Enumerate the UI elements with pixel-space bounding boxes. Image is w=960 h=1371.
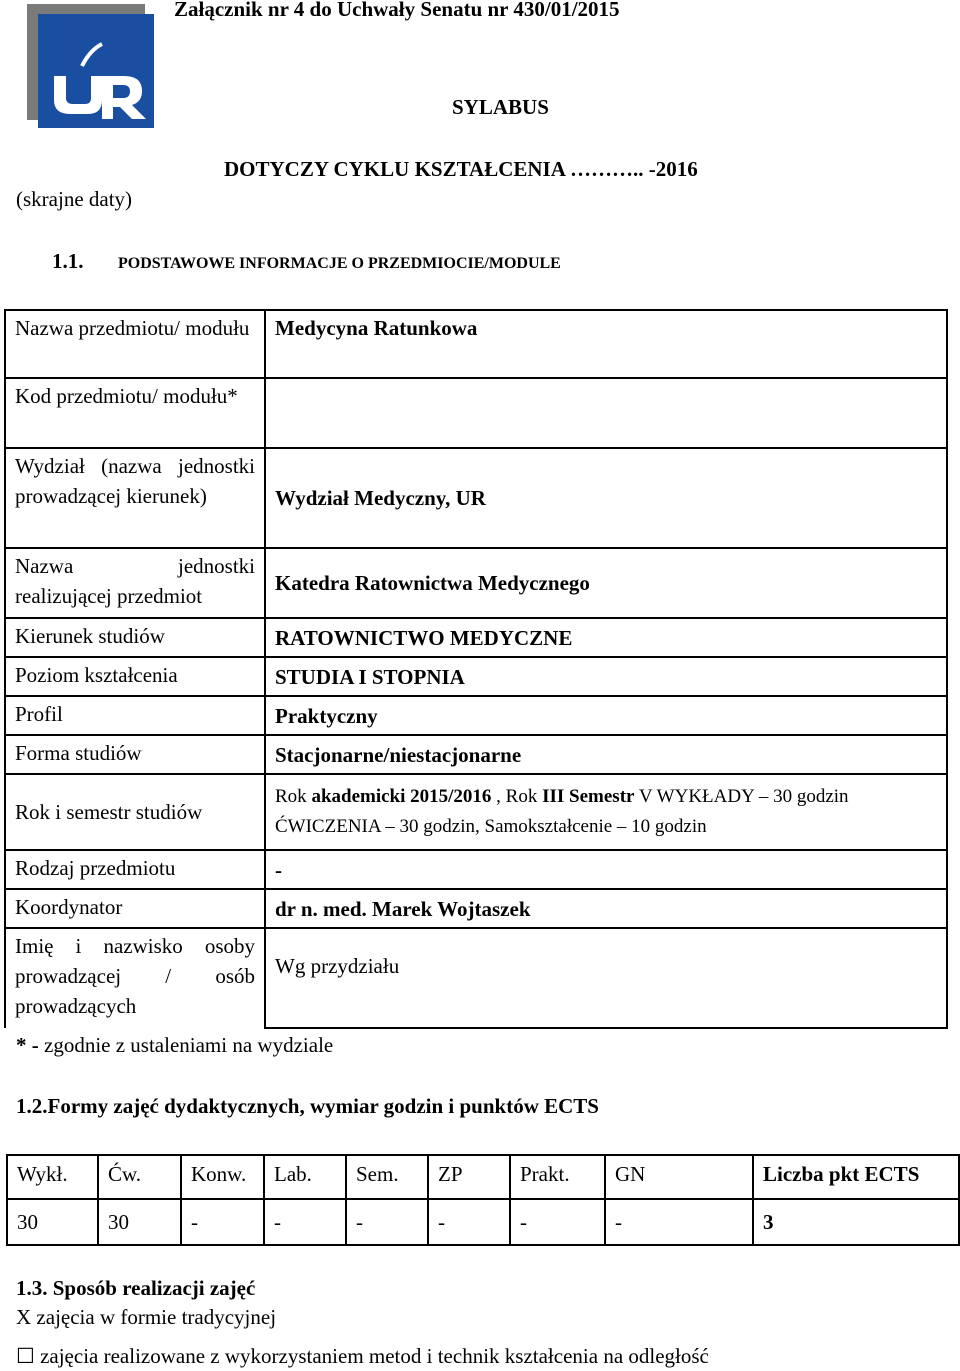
footnote-text: zgodnie z ustaleniami na wydziale	[38, 1033, 334, 1057]
value-part-bold: akademicki 2015/2016	[311, 786, 492, 807]
row-label: Profil	[5, 696, 265, 735]
row-label: Wydział (nazwa jednostki prowadzącej kierunek)	[5, 448, 265, 548]
table-row	[5, 310, 947, 378]
row-label: Kierunek studiów	[5, 618, 265, 657]
row-label: Rok i semestr studiów	[5, 774, 265, 850]
option-traditional	[16, 1305, 276, 1330]
header-cell: Konw.	[181, 1155, 264, 1199]
header-cell: Lab.	[264, 1155, 346, 1199]
row-label: Forma studiów	[5, 735, 265, 774]
ur-logo-icon	[38, 14, 154, 128]
row-value	[265, 378, 947, 448]
section-title: PODSTAWOWE INFORMACJE O PRZEDMIOCIE/MODULE	[118, 255, 561, 272]
option-label: zajęcia w formie tradycyjnej	[36, 1305, 277, 1329]
header-cell: Wykł.	[7, 1155, 98, 1199]
value-cell: -	[605, 1199, 753, 1245]
row-value: -	[265, 850, 947, 889]
value-cell: 30	[7, 1199, 98, 1245]
section-1-3-heading: 1.3. Sposób realizacji zajęć	[16, 1276, 256, 1300]
value-part: , Rok	[491, 786, 543, 807]
row-value: Praktyczny	[265, 696, 947, 735]
table-row	[5, 774, 947, 850]
value-cell: -	[428, 1199, 510, 1245]
table-row	[5, 618, 947, 657]
row-label: Koordynator	[5, 889, 265, 928]
option-distance	[16, 1344, 709, 1369]
row-value: dr n. med. Marek Wojtaszek	[265, 889, 947, 928]
row-label: Imię i nazwisko osoby prowadzącej / osób prowadzących	[5, 928, 265, 1028]
option-label: zajęcia realizowane z wykorzystaniem metod i technik kształcenia na odległość	[40, 1344, 709, 1368]
table-row	[5, 548, 947, 618]
header-cell: GN	[605, 1155, 753, 1199]
footnote	[16, 1033, 333, 1058]
row-label: Poziom kształcenia	[5, 657, 265, 696]
row-value: Stacjonarne/niestacjonarne	[265, 735, 947, 774]
row-value: RATOWNICTWO MEDYCZNE	[265, 618, 947, 657]
document-title: SYLABUS	[452, 95, 549, 119]
value-cell: -	[181, 1199, 264, 1245]
cycle-heading: DOTYCZY CYKLU KSZTAŁCENIA ……….. -2016	[224, 157, 698, 181]
row-label: Nazwa przedmiotu/ modułu	[5, 310, 265, 378]
value-part: V WYKŁADY – 30 godzin ĆWICZENIA – 30 godzin, Samokształcenie – 10 godzin	[275, 786, 849, 837]
value-cell: 30	[98, 1199, 181, 1245]
row-value: Wydział Medyczny, UR	[265, 448, 947, 548]
value-part: Rok	[275, 786, 312, 807]
table-row	[5, 735, 947, 774]
footnote-star: * -	[16, 1033, 39, 1057]
row-label: Nazwa jednostki realizującej przedmiot	[5, 548, 265, 618]
value-cell: -	[346, 1199, 428, 1245]
table-row	[5, 657, 947, 696]
university-logo	[27, 4, 154, 129]
table-header-row	[7, 1155, 959, 1199]
header-cell: Ćw.	[98, 1155, 181, 1199]
table-row	[5, 928, 947, 1028]
checked-mark: X	[16, 1305, 32, 1329]
header-cell-ects: Liczba pkt ECTS	[753, 1155, 959, 1199]
row-value: STUDIA I STOPNIA	[265, 657, 947, 696]
header-cell: ZP	[428, 1155, 510, 1199]
section-number: 1.1.	[52, 249, 84, 273]
section-1-1-heading	[52, 249, 561, 274]
table-row	[5, 889, 947, 928]
course-info-table	[4, 309, 948, 1029]
header-cell: Prakt.	[510, 1155, 605, 1199]
table-row	[5, 850, 947, 889]
table-row	[5, 378, 947, 448]
section-1-2-heading: 1.2.Formy zajęć dydaktycznych, wymiar godzin i punktów ECTS	[16, 1094, 599, 1118]
checkbox-icon: ☐	[16, 1344, 35, 1368]
row-label: Rodzaj przedmiotu	[5, 850, 265, 889]
table-row	[7, 1199, 959, 1245]
class-forms-table	[6, 1154, 960, 1246]
annex-title: Załącznik nr 4 do Uchwały Senatu nr 430/01/2015	[174, 0, 620, 21]
row-value: Katedra Ratownictwa Medycznego	[265, 548, 947, 618]
cycle-note: (skrajne daty)	[16, 187, 133, 211]
row-value: Medycyna Ratunkowa	[265, 310, 947, 378]
row-value: Wg przydziału	[265, 928, 947, 1028]
table-row	[5, 448, 947, 548]
value-cell: -	[264, 1199, 346, 1245]
value-cell: -	[510, 1199, 605, 1245]
row-label: Kod przedmiotu/ modułu*	[5, 378, 265, 448]
value-part-bold: III Semestr	[542, 786, 635, 807]
table-row	[5, 696, 947, 735]
header-cell: Sem.	[346, 1155, 428, 1199]
year-semester-value	[265, 774, 947, 850]
value-cell-ects: 3	[753, 1199, 959, 1245]
